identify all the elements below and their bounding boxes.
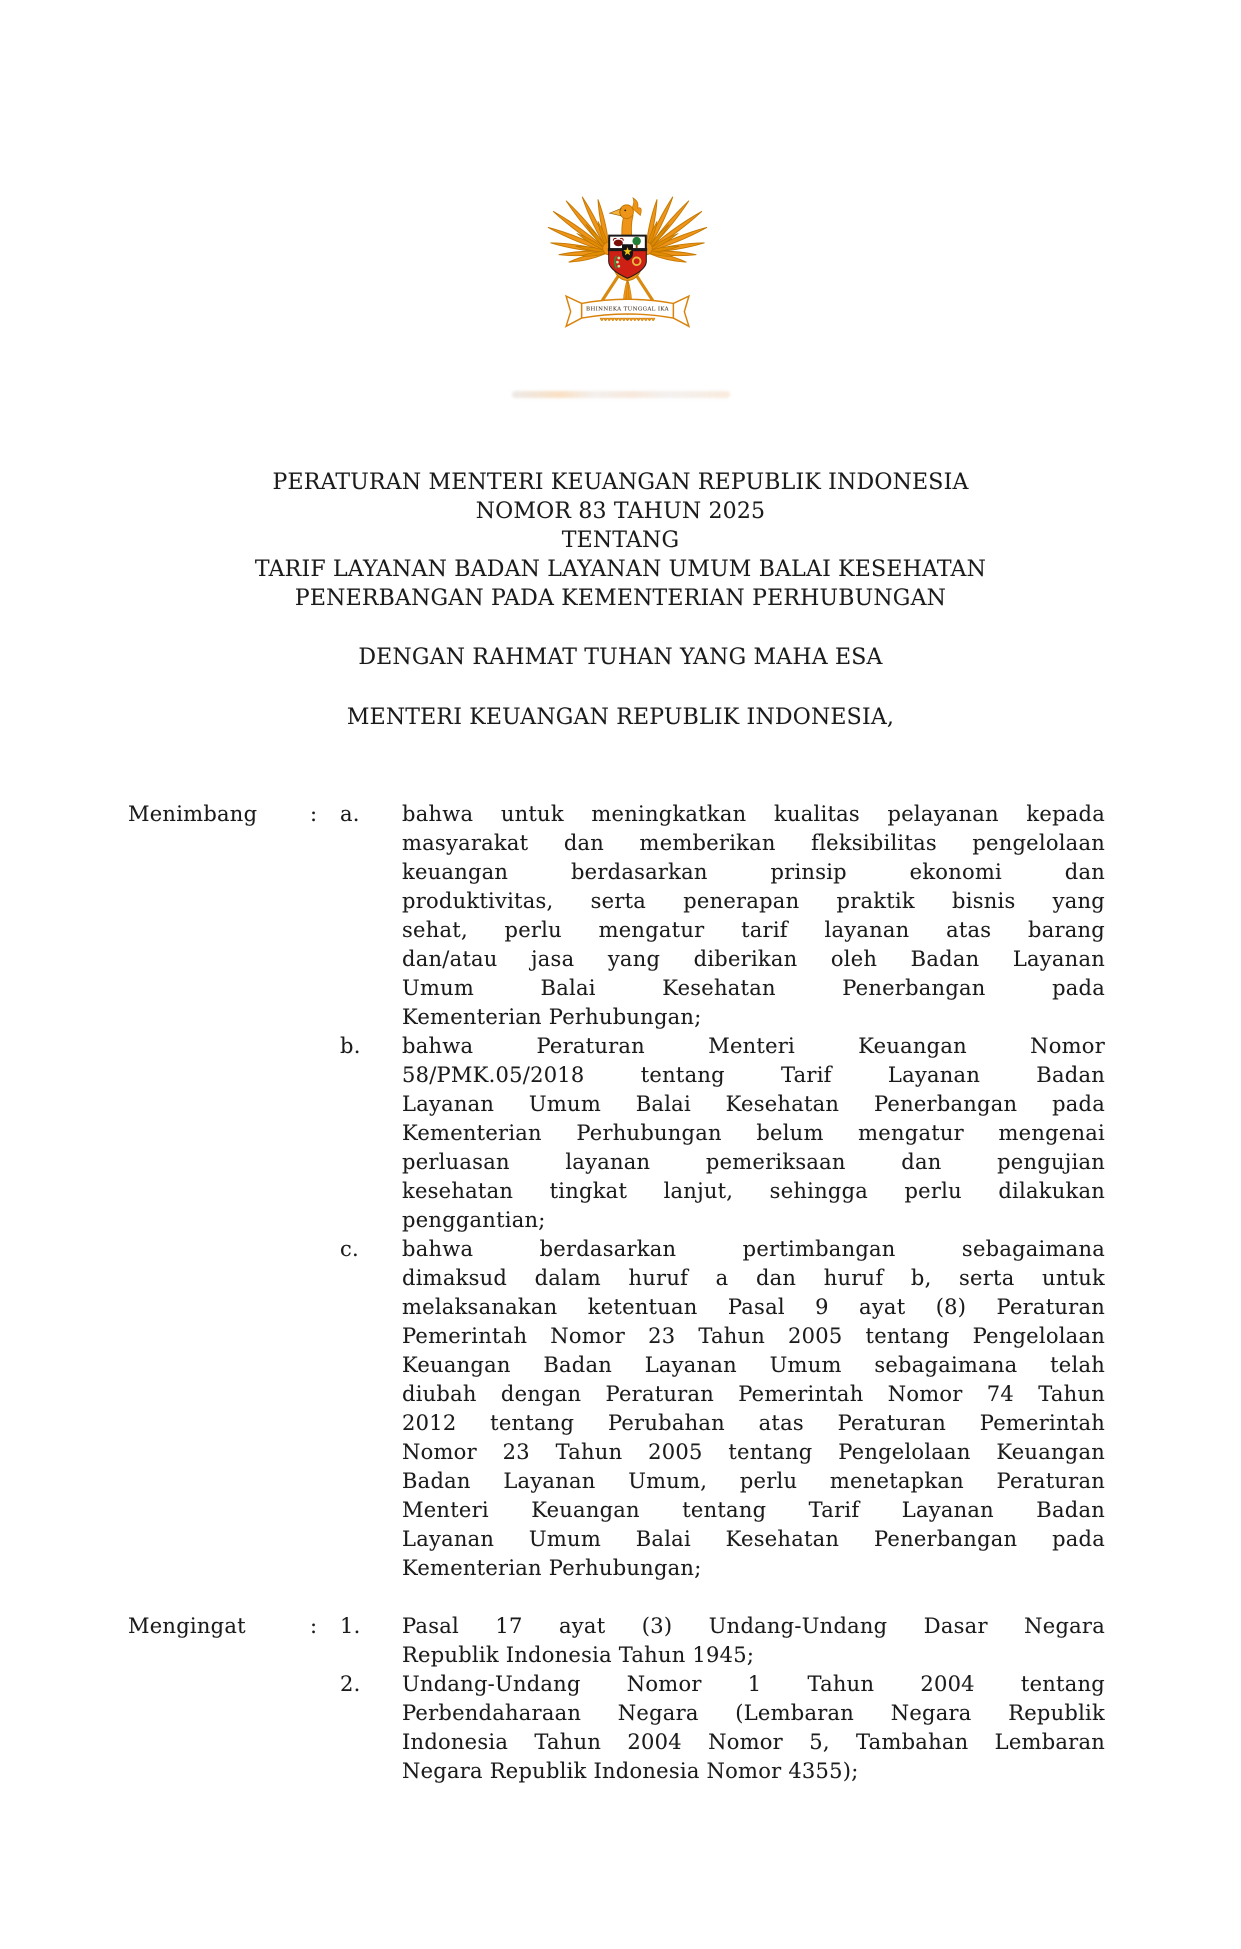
list-item-a	[340, 800, 1105, 1032]
item-marker: c.	[340, 1237, 359, 1261]
text-line: Negara Republik Indonesia Nomor 4355);	[402, 1759, 859, 1783]
text-line: Nomor 23 Tahun 2005 tentang Pengelolaan Keuangan	[402, 1440, 1105, 1464]
text-line: bahwa Peraturan Menteri Keuangan Nomor	[402, 1034, 1105, 1058]
section-label: Menimbang	[128, 802, 258, 826]
title-line: NOMOR 83 TAHUN 2025	[475, 499, 766, 524]
text-line: bahwa berdasarkan pertimbangan sebagaimana	[402, 1237, 1105, 1261]
authority-line: MENTERI KEUANGAN REPUBLIK INDONESIA,	[346, 705, 895, 730]
title-line: PENERBANGAN PADA KEMENTERIAN PERHUBUNGAN	[294, 586, 947, 611]
motto-ribbon	[566, 296, 689, 326]
faint-watermark-artifact	[512, 391, 730, 398]
garuda-pancasila-emblem	[545, 160, 710, 335]
text-line: keuangan berdasarkan prinsip ekonomi dan	[402, 860, 1105, 884]
title-line: TENTANG	[561, 528, 680, 553]
text-line: sehat, perlu mengatur tarif layanan atas barang	[402, 918, 1105, 942]
title-line: PERATURAN MENTERI KEUANGAN REPUBLIK INDONESIA	[272, 470, 969, 495]
text-line: diubah dengan Peraturan Pemerintah Nomor 74 Tahun	[402, 1382, 1105, 1406]
text-line: Perbendaharaan Negara (Lembaran Negara Republik	[402, 1701, 1105, 1725]
text-line: Kementerian Perhubungan belum mengatur mengenai	[402, 1121, 1105, 1145]
section-label: Mengingat	[128, 1614, 246, 1638]
text-line: dimaksud dalam huruf a dan huruf b, serta untuk	[402, 1266, 1105, 1290]
text-line: Umum Balai Kesehatan Penerbangan pada	[402, 976, 1105, 1000]
list-item-b	[340, 1032, 1105, 1235]
section-mengingat	[128, 1612, 1105, 1786]
item-marker: b.	[340, 1034, 361, 1058]
text-line: bahwa untuk meningkatkan kualitas pelayanan kepada	[402, 802, 1105, 826]
text-line: masyarakat dan memberikan fleksibilitas pengelolaan	[402, 831, 1105, 855]
text-line: Indonesia Tahun 2004 Nomor 5, Tambahan Lembaran	[402, 1730, 1105, 1754]
section-colon: :	[310, 802, 318, 826]
text-line: perluasan layanan pemeriksaan dan pengujian	[402, 1150, 1105, 1174]
text-line: Menteri Keuangan tentang Tarif Layanan Badan	[402, 1498, 1105, 1522]
document-title	[0, 468, 1241, 613]
text-line: Undang-Undang Nomor 1 Tahun 2004 tentang	[402, 1672, 1105, 1696]
text-line: Layanan Umum Balai Kesehatan Penerbangan pada	[402, 1092, 1105, 1116]
text-line: penggantian;	[402, 1208, 546, 1232]
pancasila-shield	[608, 236, 647, 278]
text-line: Pasal 17 ayat (3) Undang-Undang Dasar Negara	[402, 1614, 1105, 1638]
text-line: Kementerian Perhubungan;	[402, 1005, 702, 1029]
text-line: Republik Indonesia Tahun 1945;	[402, 1643, 755, 1667]
text-line: dan/atau jasa yang diberikan oleh Badan Layanan	[402, 947, 1105, 971]
text-line: Kementerian Perhubungan;	[402, 1556, 702, 1580]
text-line: Keuangan Badan Layanan Umum sebagaimana telah	[402, 1353, 1105, 1377]
text-line: kesehatan tingkat lanjut, sehingga perlu dilakukan	[402, 1179, 1105, 1203]
item-marker: a.	[340, 802, 360, 826]
list-item-2	[340, 1670, 1105, 1786]
text-line: Layanan Umum Balai Kesehatan Penerbangan pada	[402, 1527, 1105, 1551]
invocation-line: DENGAN RAHMAT TUHAN YANG MAHA ESA	[358, 645, 883, 670]
emblem-motto-text: BHINNEKA TUNGGAL IKA	[586, 306, 669, 313]
item-marker: 1.	[340, 1614, 361, 1638]
section-menimbang	[128, 800, 1105, 1583]
title-line: TARIF LAYANAN BADAN LAYANAN UMUM BALAI KESEHATAN	[254, 557, 987, 582]
text-line: melaksanakan ketentuan Pasal 9 ayat (8) Peraturan	[402, 1295, 1105, 1319]
text-line: 58/PMK.05/2018 tentang Tarif Layanan Badan	[402, 1063, 1105, 1087]
list-item-1	[340, 1612, 1105, 1670]
text-line: 2012 tentang Perubahan atas Peraturan Pemerintah	[402, 1411, 1105, 1435]
list-item-c	[340, 1235, 1105, 1583]
text-line: produktivitas, serta penerapan praktik bisnis yang	[402, 889, 1105, 913]
text-line: Badan Layanan Umum, perlu menetapkan Peraturan	[402, 1469, 1105, 1493]
section-colon: :	[310, 1614, 318, 1638]
text-line: Pemerintah Nomor 23 Tahun 2005 tentang Pengelolaan	[402, 1324, 1105, 1348]
item-marker: 2.	[340, 1672, 361, 1696]
